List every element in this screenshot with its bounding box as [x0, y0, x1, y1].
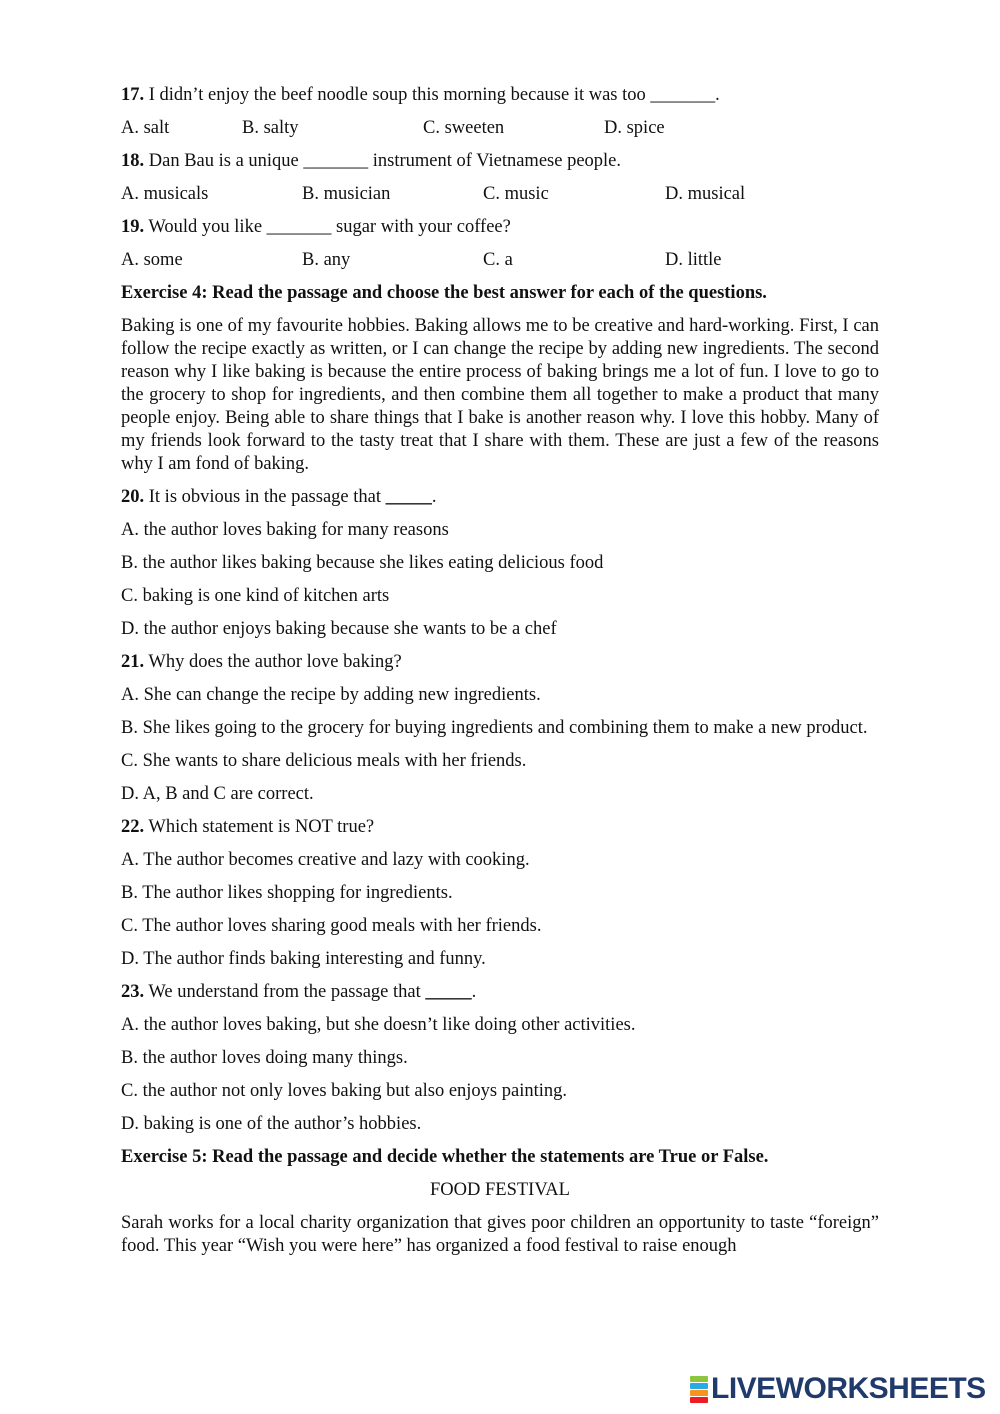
option-c: C. sweeten	[423, 118, 505, 138]
question-end: .	[471, 982, 477, 1002]
question-21	[121, 651, 879, 674]
question-23	[121, 981, 879, 1004]
option-a: A. the author loves baking, but she doesn’t like doing other activities.	[121, 1015, 636, 1035]
options-17	[121, 117, 879, 140]
option-a: A. salt	[121, 118, 170, 138]
liveworksheets-logo	[690, 1373, 986, 1405]
question-text: We understand from the passage that	[144, 982, 426, 1002]
exercise-5-heading: Exercise 5: Read the passage and decide whether the statements are True or False.	[121, 1147, 769, 1167]
question-22	[121, 816, 879, 839]
liveworksheets-logo-icon	[690, 1376, 708, 1402]
option-d: D. The author finds baking interesting and funny.	[121, 949, 486, 969]
question-20	[121, 486, 879, 509]
option-b: B. any	[302, 250, 351, 270]
worksheet-page	[121, 84, 879, 1268]
logo-text: LIVEWORKSHEETS	[711, 1372, 986, 1405]
option-b: B. The author likes shopping for ingredients.	[121, 883, 453, 903]
exercise-5-passage: Sarah works for a local charity organization that gives poor children an opportunity to taste “foreign” food. This year “Wish you were here” has organized a food festival to raise enough	[121, 1213, 879, 1256]
options-18	[121, 183, 879, 206]
option-a: A. She can change the recipe by adding new ingredients.	[121, 685, 541, 705]
option-b: B. the author likes baking because she likes eating delicious food	[121, 553, 604, 573]
option-b: B. musician	[302, 184, 391, 204]
question-text: Dan Bau is a unique _______ instrument of Vietnamese people.	[144, 151, 622, 171]
question-18	[121, 150, 879, 173]
option-b: B. salty	[242, 118, 299, 138]
question-number: 20.	[121, 487, 145, 507]
question-number: 23.	[121, 982, 145, 1002]
option-b: B. She likes going to the grocery for buying ingredients and combining them to make a new product.	[121, 718, 868, 738]
question-number: 19.	[121, 217, 145, 237]
question-number: 17.	[121, 85, 145, 105]
question-text: Would you like _______ sugar with your coffee?	[144, 217, 511, 237]
option-d: D. A, B and C are correct.	[121, 784, 314, 804]
question-17	[121, 84, 879, 107]
question-number: 18.	[121, 151, 145, 171]
option-c: C. the author not only loves baking but also enjoys painting.	[121, 1081, 568, 1101]
question-text: I didn’t enjoy the beef noodle soup this morning because it was too _______.	[144, 85, 720, 105]
option-c: C. The author loves sharing good meals with her friends.	[121, 916, 542, 936]
option-d: D. baking is one of the author’s hobbies.	[121, 1114, 422, 1134]
passage-title: FOOD FESTIVAL	[430, 1180, 570, 1200]
options-19	[121, 249, 879, 272]
option-c: C. a	[483, 250, 513, 270]
question-number: 21.	[121, 652, 145, 672]
exercise-4-heading: Exercise 4: Read the passage and choose the best answer for each of the questions.	[121, 283, 767, 303]
option-a: A. some	[121, 250, 183, 270]
option-a: A. musicals	[121, 184, 209, 204]
option-b: B. the author loves doing many things.	[121, 1048, 408, 1068]
option-c: C. baking is one kind of kitchen arts	[121, 586, 390, 606]
exercise-4-passage: Baking is one of my favourite hobbies. Baking allows me to be creative and hard-working. First, I can follow the recipe exactly as written, or I can change the recipe by adding new ingredients. The second reason why I like baking is because the entire process of baking brings me a lot of fun. I love to go to the grocery to shop for ingredients, and then combine them all together to make a product that many people enjoy. Being able to share things that I bake is another reason why. I love this hobby. Many of my friends look forward to the tasty treat that I share with them. These are just a few of the reasons why I am fond of baking.	[121, 316, 879, 474]
option-d: D. the author enjoys baking because she wants to be a chef	[121, 619, 557, 639]
question-text: Which statement is NOT true?	[144, 817, 375, 837]
option-d: D. spice	[604, 118, 665, 138]
question-text: Why does the author love baking?	[144, 652, 402, 672]
option-c: C. music	[483, 184, 549, 204]
answer-blank: _____	[385, 487, 432, 507]
option-c: C. She wants to share delicious meals with her friends.	[121, 751, 527, 771]
option-a: A. The author becomes creative and lazy with cooking.	[121, 850, 530, 870]
question-end: .	[431, 487, 437, 507]
question-19	[121, 216, 879, 239]
option-d: D. musical	[665, 184, 746, 204]
question-text: It is obvious in the passage that	[144, 487, 386, 507]
option-a: A. the author loves baking for many reasons	[121, 520, 449, 540]
answer-blank: _____	[425, 982, 472, 1002]
option-d: D. little	[665, 250, 722, 270]
question-number: 22.	[121, 817, 145, 837]
